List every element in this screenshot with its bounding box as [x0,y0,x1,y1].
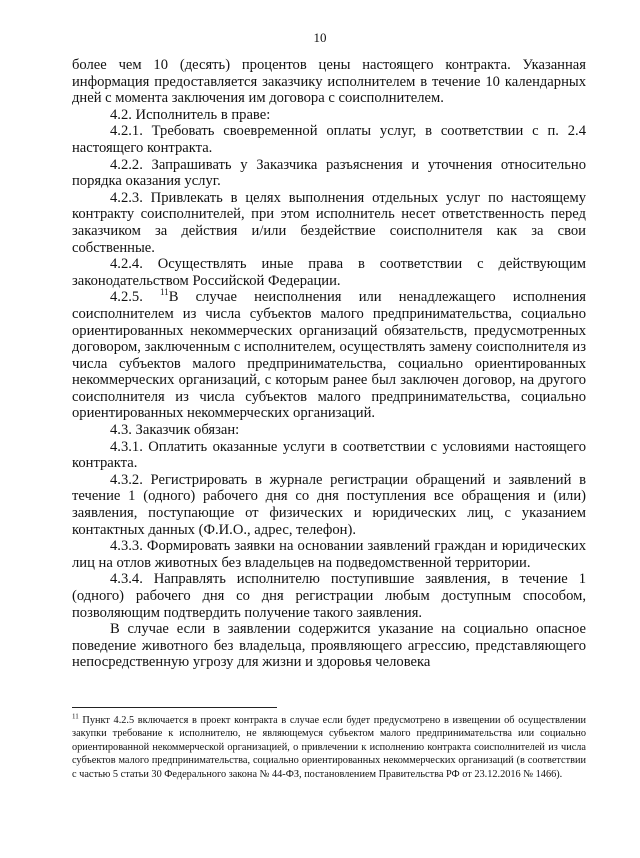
clause-4-2-5-number: 4.2.5. [110,289,161,306]
clause-4-3-3: 4.3.3. Формировать заявки на основании заявлений граждан и юридических лиц на отлов животных без владельцев на подведомственной территории. [72,538,586,571]
footnote-text: Пункт 4.2.5 включается в проект контракта в случае если будет предусмотрено в извещении об осуществлении закупки требование к исполнителю, не являющемуся субъектом малого предпринимательства или социально ориентированной некоммерческой организацией, о привлечении к исполнению контракта соисполнителей из числа субъектов малого предпринимательства, социально ориентированных некоммерческих организаций (в соответствии с частью 5 статьи 30 Федерального закона № 44-ФЗ, постановлением Правительства РФ от 23.12.2016 № 1466). [72,715,586,780]
footnote-divider [72,707,277,708]
paragraph-continuation: более чем 10 (десять) процентов цены настоящего контракта. Указанная информация предоставляется заказчику исполнителем в течение 10 календарных дней с момента заключения им договора с соисполнителем. [72,57,586,107]
paragraph-dangerous-animal: В случае если в заявлении содержится указание на социально опасное поведение животного без владельца, проявляющего агрессию, представляющего непосредственную угрозу для жизни и здоровья человека [72,621,586,671]
footnote-mark: 11 [72,712,79,721]
clause-4-2-3: 4.2.3. Привлекать в целях выполнения отдельных услуг по настоящему контракту соисполнителей, при этом исполнитель несет ответственность перед заказчиком за действия и/или бездействие соисполнителя как за свои собственные. [72,189,586,256]
clause-4-2-2: 4.2.2. Запрашивать у Заказчика разъяснения и уточнения относительно порядка оказания услуг. [72,156,586,190]
clause-4-2-5 [72,289,586,422]
clause-4-2-4: 4.2.4. Осуществлять иные права в соответствии с действующим законодательством Российской Федерации. [72,256,586,289]
clause-4-3-1: 4.3.1. Оплатить оказанные услуги в соответствии с условиями настоящего контракта. [72,438,586,472]
clause-4-3: 4.3. Заказчик обязан: [110,422,240,439]
clause-4-2-5-text: В случае неисполнения или ненадлежащего исполнения соисполнителем из числа субъектов малого предпринимательства, социально ориентированных некоммерческих организаций обязательств, предусмотренных договором, заключенным с исполнителем, осуществлять замену соисполнителя из числа субъектов малого предпринимательства, социально ориентированных некоммерческих организаций, с которым ранее был заключен договор, на другого соисполнителя из числа субъектов малого предпринимательства, социально ориентированных некоммерческих организаций. [72,289,586,422]
clause-4-2: 4.2. Исполнитель в праве: [110,106,271,123]
footnote-reference[interactable]: 11 [160,287,169,298]
clause-4-3-4: 4.3.4. Направлять исполнителю поступившие заявления, в течение 1 (одного) рабочего дня со дня регистрации любым доступным способом, позволяющим подтвердить получение такого заявления. [72,571,586,621]
clause-4-3-2: 4.3.2. Регистрировать в журнале регистрации обращений и заявлений в течение 1 (одного) рабочего дня со дня поступления все обращения и (или) заявления, поступающие от физических и юридических лиц, с указанием контактных данных (Ф.И.О., адрес, телефон). [72,471,586,538]
contract-body [72,57,586,671]
footnote [72,714,586,781]
page-number: 10 [313,30,327,45]
clause-4-2-1: 4.2.1. Требовать своевременной оплаты услуг, в соответствии с п. 2.4 настоящего контракта. [72,123,586,156]
